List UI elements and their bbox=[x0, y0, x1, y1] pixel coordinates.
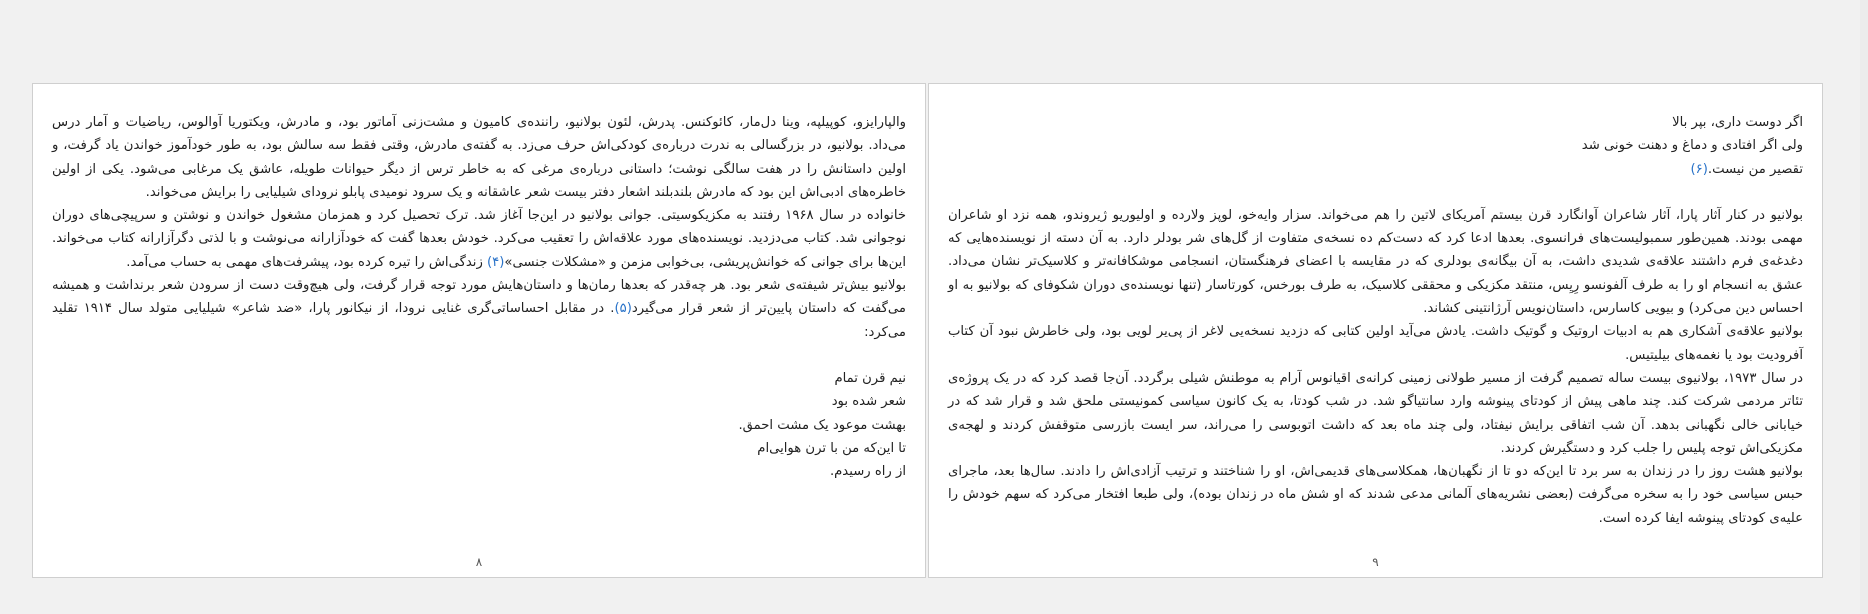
paragraph: والپارایزو، کوپیلپه، وینا دل‌مار، کائوکنس. پدرش، لئون بولانیو، راننده‌ی کامیون و مشت‌زنی آماتور بود، و مادرش، ویکتوریا آوالوس، ریاضیات و آمار درس می‌داد. بولانیو، در بزرگسالی به ندرت درباره‌ی کودکی‌اش حرف می‌زد. به گفته‌ی مادرش، وقتی فقط سه سالش بود، به طور خودآموز خواندن یاد گرفت، و اولین داستانش را در هفت سالگی نوشت؛ داستانی درباره‌ی مرغی که به خاطر ترس از دیگر حیوانات طویله، عاشق یک مرغابی می‌شود. یکی از اولین خاطره‌های ادبی‌اش این بود که مادرش بلندبلند اشعار دفتر بیست شعر عاشقانه و یک سرود نومیدی پابلو نرودای شیلیایی را برایش می‌خواند. bbox=[52, 115, 906, 200]
poem-line: بهشت موعود یک مشت احمق. bbox=[738, 417, 906, 433]
paragraph: بولانیو هشت روز را در زندان به سر برد تا این‌که دو تا از نگهبان‌ها، همکلاسی‌های قدیمی‌اش، او را شناختند و ترتیب آزادی‌اش را دادند. سال‌ها بعد، ماجرای حبس سیاسی خود را به سخره می‌گرفت (بعضی نشریه‌های آلمانی مدعی شدند که او شش ماه در زندان بوده)، ولی طبعا افتخار می‌کرد که سهم خودش را علیه‌ی کودتای پینوشه ایفا کرده است. bbox=[948, 464, 1803, 526]
page-left-content bbox=[52, 111, 906, 483]
page-number: ۹ bbox=[1372, 555, 1379, 569]
poem-line: اگر دوست داری، بپر بالا bbox=[1672, 115, 1803, 130]
paragraph: بولانیو علاقه‌ی آشکاری هم به ادبیات اروتیک و گوتیک داشت. یادش می‌آید اولین کتابی که دزدید نسخه‌یی لاغر از پی‌یر لویی بود، ولی خاطرش نبود آن کتاب آفرودیت بود یا نغمه‌های بیلیتیس. bbox=[948, 324, 1803, 363]
paragraph-text: بولانیو بیش‌تر شیفته‌ی شعر بود. هر چه‌قدر که بعدها رمان‌ها و داستان‌هایش مورد توجه قرار گرفت، ولی هیچ‌وقت دست از سرودن شعر برنداشت و همیشه می‌گفت که داستان پایین‌تر از شعر قرار می‌گیرد bbox=[52, 278, 906, 317]
page-left bbox=[32, 83, 926, 578]
poem-line: از راه رسیدم. bbox=[829, 464, 906, 480]
poem-line: نیم قرن تمام bbox=[834, 370, 906, 386]
page-right-content bbox=[948, 111, 1803, 530]
paragraph: بولانیو در کنار آثار پارا، آثار شاعران آوانگارد قرن بیستم آمریکای لاتین را هم می‌خواند. سزار وایه‌خو، لوپز ولارده و اولیوریو ژیروندو، همه نزد او شاعران مهمی بودند. همین‌طور سمبولیست‌های فرانسوی. بعدها ادعا کرد که دست‌کم ده نسخه‌ی متفاوت از گل‌های شر بودلر دارد. به آن دسته از نویسنده‌هایی که دغدغه‌ی فرم داشتند علاقه‌ی شدیدی داشت، به آن بیگانه‌ی بودلری که در مقایسه با اعضای فرهنگستان، انسجامی موشکافانه‌تر و کلاسیک‌تر نشان می‌داد. عشق به انسجام او را به طرف آلفونسو رِیِس، منتقد مکزیکی و محققی کلاسیک، به طرف بورخس، کورتاسار (تنها نویسنده‌ی دوران شکوفای که بولانیو به او احساس دین می‌کرد) و بیویی کاسارس، داستان‌نویس آرژانتینی کشاند. bbox=[948, 207, 1803, 317]
poem-stanza bbox=[948, 111, 1803, 181]
spacer bbox=[52, 344, 906, 367]
vertical-scrollbar[interactable] bbox=[1860, 0, 1868, 614]
paragraph bbox=[52, 274, 906, 344]
spacer bbox=[948, 181, 1803, 204]
page-right bbox=[928, 83, 1823, 578]
footnote-link[interactable]: (۶) bbox=[1690, 161, 1708, 177]
poem-stanza bbox=[52, 367, 906, 483]
poem-line-text: تقصیر من نیست. bbox=[1707, 161, 1803, 177]
paragraph-text: خانواده در سال ۱۹۶۸ رفتند به مکزیکوسیتی. جوانی بولانیو در این‌جا آغاز شد. ترک تحصیل کرد و همزمان مشغول خواندن و نوشتن و سرپیچی‌های دوران نوجوانی شد. کتاب می‌دزدید. نویسنده‌های مورد علاقه‌اش را تعقیب می‌کرد. خودش بعدها گفت که خودآزارانه می‌نوشت و با لذتی دگرآزارانه کتاب می‌خواند. این‌ها برای جوانی که خوانش‌پریشی، بی‌خوابی مزمن و «مشکلات جنسی» bbox=[52, 208, 906, 270]
footnote-link[interactable]: (۵) bbox=[614, 301, 632, 317]
paragraph: در سال ۱۹۷۳، بولانیوی بیست ساله تصمیم گرفت از مسیر طولانی زمینی کرانه‌ی اقیانوس آرام به موطنش شیلی برگردد. آن‌جا قصد کرد که در یک پروژه‌ی تئاتر مردمی شرکت کند. چند ماهی پیش از کودتای پینوشه وارد سانتیاگو شد. در شب کودتا، به یک کانون سیاسی کمونیستی ملحق شد و قرار شد که در خیابانی خالی نگهبانی بدهد. آن شب اتفاقی برایش نیفتاد، ولی چند ماه بعد که داشت اتوبوسی را می‌راند، سر ایست بازرسی متوقفش کردند و لهجه‌ی مکزیکی‌اش توجه پلیس را جلب کرد و دستگیرش کردند. bbox=[948, 370, 1803, 456]
poem-line bbox=[948, 158, 1803, 181]
poem-line: شعر شده بود bbox=[831, 394, 906, 410]
page-number: ۸ bbox=[475, 555, 483, 569]
paragraph bbox=[52, 204, 906, 274]
poem-line: تا این‌که من با ترن هوایی‌ام bbox=[757, 440, 906, 456]
footnote-link[interactable]: (۴) bbox=[487, 254, 505, 270]
paragraph-text: زندگی‌اش را تیره کرده بود، پیشرفت‌های مهمی به حساب می‌آمد. bbox=[126, 254, 488, 270]
paragraph-text: . در مقابل احساساتی‌گری غنایی نرودا، از نیکانور پارا، «ضد شاعر» شیلیایی متولد سال ۱۹۱۴ تقلید می‌کرد: bbox=[52, 301, 906, 340]
poem-line: ولی اگر افتادی و دماغ و دهنت خونی شد bbox=[1581, 138, 1803, 154]
